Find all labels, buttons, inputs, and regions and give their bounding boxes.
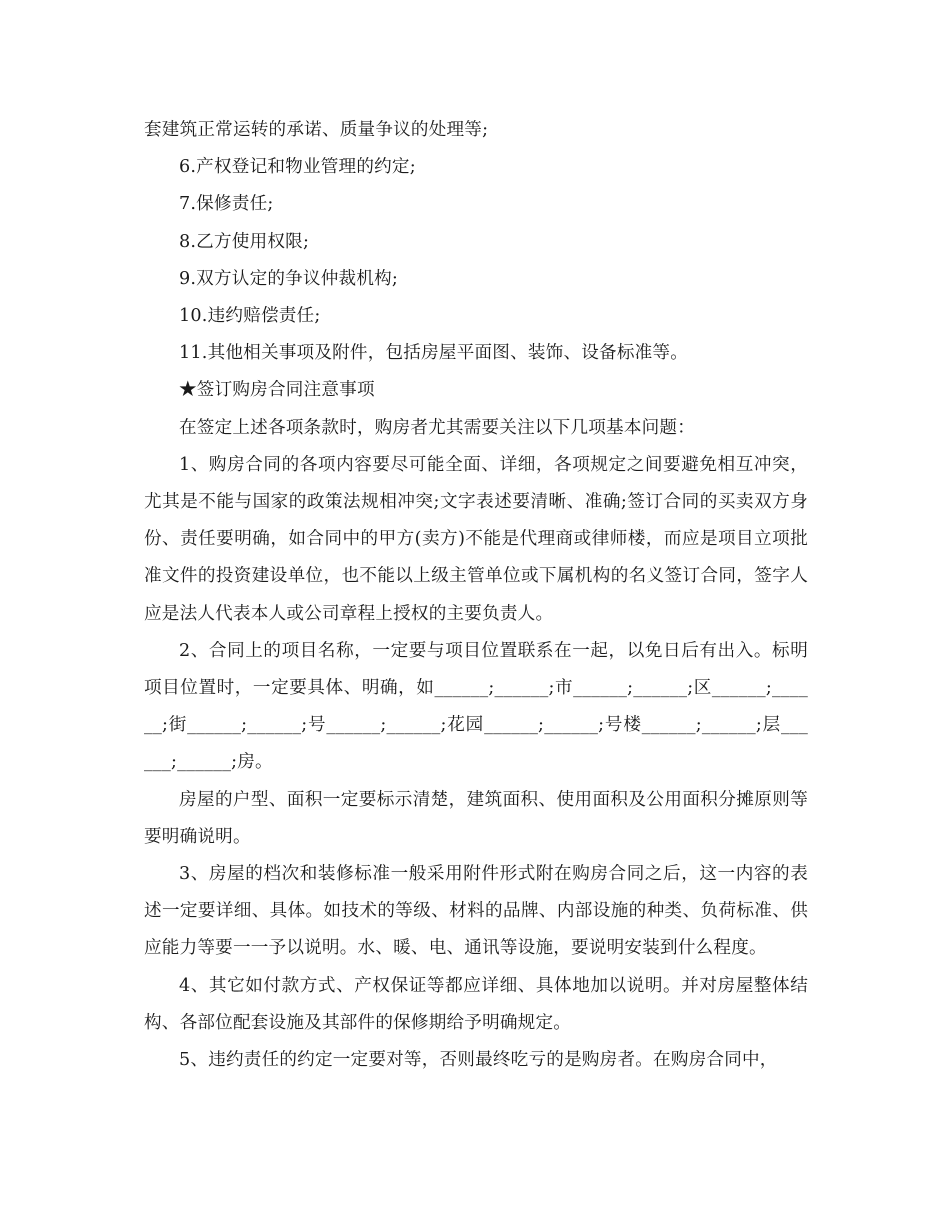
- paragraph: 9.双方认定的争议仲裁机构;: [179, 268, 399, 289]
- paragraph: 7.保修责任;: [179, 194, 274, 215]
- paragraph: 8.乙方使用权限;: [179, 231, 310, 252]
- paragraph: 5、违约责任的约定一定要对等，否则最终吃亏的是购房者。在购房合同中，: [179, 1050, 778, 1071]
- paragraph: 6.产权登记和物业管理的约定;: [179, 157, 416, 178]
- section-heading: ★签订购房合同注意事项: [179, 380, 375, 401]
- paragraph: 在签定上述各项条款时，购房者尤其需要关注以下几项基本问题：: [179, 417, 696, 438]
- paragraph: 10.违约赔偿责任;: [179, 306, 321, 327]
- paragraph: 11.其他相关事项及附件，包括房屋平面图、装饰、设备标准等。: [179, 343, 689, 364]
- document-body: [144, 112, 808, 1079]
- paragraph: 房屋的户型、面积一定要标示清楚，建筑面积、使用面积及公用面积分摊原则等要明确说明。: [144, 789, 808, 847]
- paragraph: 4、其它如付款方式、产权保证等都应详细、具体地加以说明。并对房屋整体结构、各部位配套设施及其部件的保修期给予明确规定。: [144, 975, 808, 1033]
- paragraph: 1、购房合同的各项内容要尽可能全面、详细，各项规定之间要避免相互冲突，尤其是不能与国家的政策法规相冲突;文字表述要清晰、准确;签订合同的买卖双方身份、责任要明确，如合同中的甲方(卖方)不能是代理商或律师楼，而应是项目立项批准文件的投资建设单位，也不能以上级主管单位或下属机构的名义签订合同，签字人应是法人代表本人或公司章程上授权的主要负责人。: [144, 454, 808, 624]
- paragraph: 2、合同上的项目名称，一定要与项目位置联系在一起，以免日后有出入。标明项目位置时，一定要具体、明确，如______;______;市______;______;区______;______;街______;______;号______;______;花园______;______;号楼______;______;层______;______;房。: [144, 640, 808, 773]
- paragraph: 套建筑正常运转的承诺、质量争议的处理等;: [144, 120, 489, 140]
- paragraph: 3、房屋的档次和装修标准一般采用附件形式附在购房合同之后，这一内容的表述一定要详细、具体。如技术的等级、材料的品牌、内部设施的种类、负荷标准、供应能力等要一一予以说明。水、暖、电、通讯等设施，要说明安装到什么程度。: [144, 864, 808, 959]
